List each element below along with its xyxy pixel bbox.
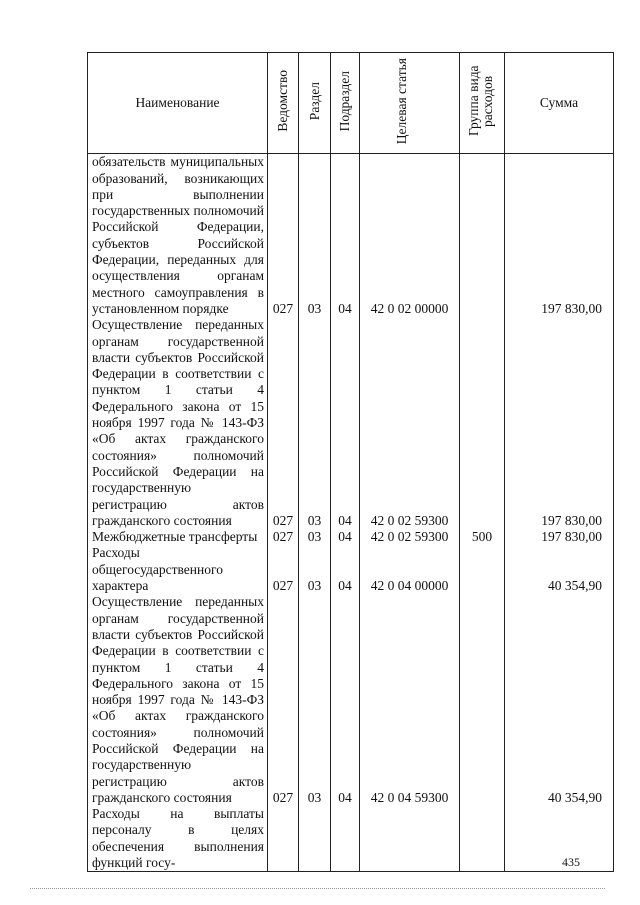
filler-cell (299, 871, 331, 872)
row-podrazdel: 04 (331, 529, 360, 545)
table-row (88, 594, 614, 806)
budget-table (87, 52, 614, 872)
row-name: Осуществление переданных органам государственной власти субъектов Российской Федерации в соответствии с пунктом 1 статьи 4 Федерального закона от 15 ноября 1997 года № 143-ФЗ «Об актах гражданского состояния» полномочий Российской Федерации на государственную регистрацию актов гражданского состояния (88, 317, 268, 529)
row-summa: 40 354,90 (505, 594, 614, 806)
row-summa: 197 830,00 (505, 317, 614, 529)
row-name: Расходы общегосударственного характера (88, 545, 268, 594)
row-gruppa: 500 (460, 529, 505, 545)
row-name: обязательств муниципальных образований, возникающих при выполнении государственных полномочий Российской Федерации, субъектов Российской Федерации, переданных для осуществления органам местного самоуправления в установленном порядке (88, 154, 268, 317)
row-podrazdel: 04 (331, 154, 360, 317)
row-tselevaya-statya: 42 0 02 59300 (360, 529, 460, 545)
header-vedomstvo: Ведомство (268, 53, 299, 154)
row-summa: 197 830,00 (505, 529, 614, 545)
table-row (88, 806, 614, 871)
row-razdel (299, 806, 331, 871)
table-row-filler (88, 871, 614, 872)
header-summa: Сумма (505, 53, 614, 154)
filler-cell (331, 871, 360, 872)
row-tselevaya-statya: 42 0 04 59300 (360, 594, 460, 806)
row-razdel: 03 (299, 594, 331, 806)
table-row (88, 154, 614, 317)
row-razdel: 03 (299, 529, 331, 545)
row-gruppa (460, 545, 505, 594)
row-razdel: 03 (299, 545, 331, 594)
table-row (88, 529, 614, 545)
row-vedomstvo: 027 (268, 594, 299, 806)
filler-cell (268, 871, 299, 872)
row-tselevaya-statya: 42 0 04 00000 (360, 545, 460, 594)
row-tselevaya-statya: 42 0 02 00000 (360, 154, 460, 317)
row-summa: 197 830,00 (505, 154, 614, 317)
header-podrazdel: Подраздел (331, 53, 360, 154)
row-tselevaya-statya (360, 806, 460, 871)
table-header (88, 53, 614, 154)
footer-divider (30, 888, 605, 889)
row-razdel: 03 (299, 317, 331, 529)
row-gruppa (460, 806, 505, 871)
row-name: Осуществление переданных органам государственной власти субъектов Российской Федерации в соответствии с пунктом 1 статьи 4 Федерального закона от 15 ноября 1997 года № 143-ФЗ «Об актах гражданского состояния» полномочий Российской Федерации на государственную регистрацию актов гражданского состояния (88, 594, 268, 806)
row-gruppa (460, 154, 505, 317)
table-row (88, 545, 614, 594)
filler-cell (460, 871, 505, 872)
row-gruppa (460, 317, 505, 529)
header-tselevaya-statya: Целевая статья (360, 53, 460, 154)
row-razdel: 03 (299, 154, 331, 317)
header-gruppa-vida-raskhodov: Группа вида расходов (460, 53, 505, 154)
row-vedomstvo: 027 (268, 529, 299, 545)
row-tselevaya-statya: 42 0 02 59300 (360, 317, 460, 529)
row-vedomstvo (268, 806, 299, 871)
filler-cell (360, 871, 460, 872)
row-name: Расходы на выплаты персоналу в целях обеспечения выполнения функций госу- (88, 806, 268, 871)
row-podrazdel: 04 (331, 545, 360, 594)
row-gruppa (460, 594, 505, 806)
row-vedomstvo: 027 (268, 545, 299, 594)
row-vedomstvo: 027 (268, 154, 299, 317)
filler-cell (88, 871, 268, 872)
row-podrazdel: 04 (331, 594, 360, 806)
row-summa: 40 354,90 (505, 545, 614, 594)
row-name: Межбюджетные трансферты (88, 529, 268, 545)
table-row (88, 317, 614, 529)
header-razdel: Раздел (299, 53, 331, 154)
filler-cell (505, 871, 614, 872)
header-name: Наименование (88, 53, 268, 154)
row-vedomstvo: 027 (268, 317, 299, 529)
row-podrazdel: 04 (331, 317, 360, 529)
row-podrazdel (331, 806, 360, 871)
page-number: 435 (562, 855, 580, 869)
